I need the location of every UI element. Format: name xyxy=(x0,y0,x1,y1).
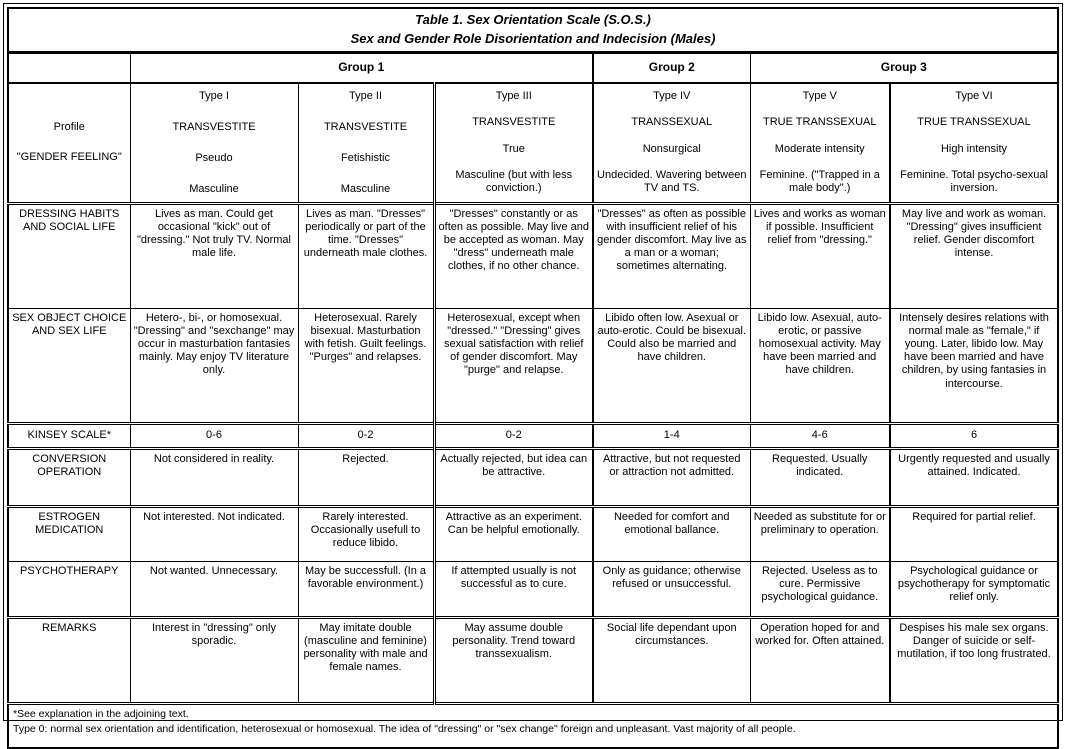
dressing-type2-cell: Lives as man. "Dresses" periodically or part of the time. "Dresses" underneath male clothes. xyxy=(298,203,434,308)
type5-name: TRUE TRANSSEXUAL xyxy=(763,116,877,129)
kinsey-type4-cell: 1-4 xyxy=(593,423,750,448)
dressing-habits-row xyxy=(8,203,1058,308)
kinsey-type6-cell: 6 xyxy=(890,423,1058,448)
profile-label-line1: Profile xyxy=(53,121,85,133)
type4-subtype: Nonsurgical xyxy=(642,142,701,155)
conversion-type5-cell: Requested. Usually indicated. xyxy=(750,448,890,506)
type3-name: TRANSVESTITE xyxy=(472,116,556,129)
kinsey-type2-cell: 0-2 xyxy=(298,423,434,448)
type4-label: Type IV xyxy=(653,89,691,102)
page-frame xyxy=(3,3,1063,736)
type4-feeling: Undecided. Wavering between TV and TS. xyxy=(597,169,747,195)
psychotherapy-row xyxy=(8,561,1058,617)
table-title-line1: Table 1. Sex Orientation Scale (S.O.S.) xyxy=(415,12,651,27)
conversion-type6-cell: Urgently requested and usually attained. Indicated. xyxy=(890,448,1058,506)
estrogen-type2-cell: Rarely interested. Occasionally usefull to reduce libido. xyxy=(298,506,434,561)
footnotes-row xyxy=(8,703,1058,748)
remarks-type4-cell: Social life dependant upon circumstances. xyxy=(593,617,750,703)
type3-label: Type III xyxy=(495,89,532,102)
group2-header: Group 2 xyxy=(593,52,750,83)
conversion-type4-cell: Attractive, but not requested or attraction not admitted. xyxy=(593,448,750,506)
kinsey-type5-cell: 4-6 xyxy=(750,423,890,448)
remarks-type6-cell: Despises his male sex organs. Danger of suicide or self-mutilation, if too long frustrated. xyxy=(890,617,1058,703)
type2-label: Type II xyxy=(348,89,383,102)
psycho-type2-cell: May be successfull. (In a favorable environment.) xyxy=(298,561,434,617)
row-label-psychotherapy: PSYCHOTHERAPY xyxy=(8,561,130,617)
type2-profile-cell xyxy=(298,83,434,204)
type1-name: TRANSVESTITE xyxy=(172,120,256,133)
type5-label: Type V xyxy=(802,89,837,102)
psycho-type6-cell: Psychological guidance or psychotherapy for symptomatic relief only. xyxy=(890,561,1058,617)
type4-profile-cell xyxy=(593,83,750,204)
profile-row-label xyxy=(8,83,130,204)
psycho-type4-cell: Only as guidance; otherwise refused or unsuccessful. xyxy=(593,561,750,617)
sexobj-type1-cell: Hetero-, bi-, or homosexual. "Dressing" and "sexchange" may occur in masturbation fantasies mainly. May enjoy TV literature only. xyxy=(130,308,298,423)
type4-name: TRANSSEXUAL xyxy=(631,116,713,129)
group3-header: Group 3 xyxy=(750,52,1058,83)
type5-feeling: Feminine. ("Trapped in a male body".) xyxy=(759,169,880,195)
dressing-type1-cell: Lives as man. Could get occasional "kick" out of "dressing." Not truly TV. Normal male life. xyxy=(130,203,298,308)
dressing-type6-cell: May live and work as woman. "Dressing" gives insufficient relief. Gender discomfort intense. xyxy=(890,203,1058,308)
dressing-type5-cell: Lives and works as woman if possible. Insufficient relief from "dressing." xyxy=(750,203,890,308)
remarks-row xyxy=(8,617,1058,703)
type2-feeling: Masculine xyxy=(340,182,391,195)
remarks-type5-cell: Operation hoped for and worked for. Often attained. xyxy=(750,617,890,703)
type6-feeling: Feminine. Total psycho-sexual inversion. xyxy=(900,169,1048,195)
group1-header: Group 1 xyxy=(130,52,593,83)
estrogen-type1-cell: Not interested. Not indicated. xyxy=(130,506,298,561)
type3-profile-cell xyxy=(434,83,593,204)
estrogen-type6-cell: Required for partial relief. xyxy=(890,506,1058,561)
type6-subtype: High intensity xyxy=(940,142,1008,155)
estrogen-type5-cell: Needed as substitute for or preliminary to operation. xyxy=(750,506,890,561)
row-label-conversion-operation: CONVERSION OPERATION xyxy=(8,448,130,506)
remarks-type1-cell: Interest in "dressing" only sporadic. xyxy=(130,617,298,703)
footnotes-cell xyxy=(8,703,1058,748)
sexobj-type3-cell: Heterosexual, except when "dressed." "Dressing" gives sexual satisfaction with relief of gender discomfort. May "purge" and relapse. xyxy=(434,308,593,423)
table-title xyxy=(8,8,1058,52)
estrogen-type4-cell: Needed for comfort and emotional ballance. xyxy=(593,506,750,561)
kinsey-type1-cell: 0-6 xyxy=(130,423,298,448)
remarks-type2-cell: May imitate double (masculine and feminine) personality with male and female names. xyxy=(298,617,434,703)
row-label-kinsey-scale: KINSEY SCALE* xyxy=(8,423,130,448)
type6-label: Type VI xyxy=(955,89,993,102)
footnote-asterisk: *See explanation in the adjoining text. xyxy=(13,707,189,720)
corner-cell xyxy=(8,52,130,83)
psycho-type3-cell: If attempted usually is not successful as to cure. xyxy=(434,561,593,617)
kinsey-type3-cell: 0-2 xyxy=(434,423,593,448)
conversion-type3-cell: Actually rejected, but idea can be attractive. xyxy=(434,448,593,506)
sexobj-type5-cell: Libido low. Asexual, auto-erotic, or passive homosexual activity. May have been married and have children. xyxy=(750,308,890,423)
footnote-type0: Type 0: normal sex orientation and identification, heterosexual or homosexual. The idea of "dressing" or "sex change" foreign and unpleasant. Vast majority of all people. xyxy=(13,723,796,736)
remarks-type3-cell: May assume double personality. Trend toward transsexualism. xyxy=(434,617,593,703)
psycho-type5-cell: Rejected. Useless as to cure. Permissive psychological guidance. xyxy=(750,561,890,617)
estrogen-medication-row xyxy=(8,506,1058,561)
psycho-type1-cell: Not wanted. Unnecessary. xyxy=(130,561,298,617)
dressing-type3-cell: "Dresses" constantly or as often as possible. May live and be accepted as woman. May "dress" underneath male clothes, if no other chance. xyxy=(434,203,593,308)
type1-feeling: Masculine xyxy=(189,182,239,195)
type3-feeling: Masculine (but with less conviction.) xyxy=(455,169,573,195)
row-label-estrogen-medication: ESTROGEN MEDICATION xyxy=(8,506,130,561)
kinsey-scale-row xyxy=(8,423,1058,448)
row-label-sex-object: SEX OBJECT CHOICE AND SEX LIFE xyxy=(8,308,130,423)
sexobj-type6-cell: Intensely desires relations with normal male as "female," if young. Later, libido low. May have been married and have children, by using fantasies in intercourse. xyxy=(890,308,1058,423)
type6-name: TRUE TRANSSEXUAL xyxy=(917,116,1031,129)
sex-orientation-scale-table xyxy=(7,7,1059,749)
type1-profile-cell xyxy=(130,83,298,204)
type5-subtype: Moderate intensity xyxy=(774,142,865,155)
profile-label-line2: "GENDER FEELING" xyxy=(16,151,122,164)
group-header-row xyxy=(8,52,1058,83)
type1-label: Type I xyxy=(199,89,229,102)
type5-profile-cell xyxy=(750,83,890,204)
conversion-operation-row xyxy=(8,448,1058,506)
row-label-dressing-habits: DRESSING HABITS AND SOCIAL LIFE xyxy=(8,203,130,308)
type1-subtype: Pseudo xyxy=(195,151,233,164)
row-label-remarks: REMARKS xyxy=(8,617,130,703)
type3-subtype: True xyxy=(502,142,525,155)
sexobj-type2-cell: Heterosexual. Rarely bisexual. Masturbation with fetish. Guilt feelings. "Purges" and relapses. xyxy=(298,308,434,423)
estrogen-type3-cell: Attractive as an experiment. Can be helpful emotionally. xyxy=(434,506,593,561)
profile-row xyxy=(8,83,1058,204)
type2-subtype: Fetishistic xyxy=(341,151,390,164)
sexobj-type4-cell: Libido often low. Asexual or auto-erotic. Could be bisexual. Could also be married and have children. xyxy=(593,308,750,423)
type2-name: TRANSVESTITE xyxy=(323,120,408,133)
conversion-type2-cell: Rejected. xyxy=(298,448,434,506)
dressing-type4-cell: "Dresses" as often as possible with insufficient relief of his gender discomfort. May live as a man or a woman; sometimes alternating. xyxy=(593,203,750,308)
table-title-row xyxy=(8,8,1058,52)
sex-object-row xyxy=(8,308,1058,423)
table-title-line2: Sex and Gender Role Disorientation and Indecision (Males) xyxy=(350,30,716,46)
conversion-type1-cell: Not considered in reality. xyxy=(130,448,298,506)
type6-profile-cell xyxy=(890,83,1058,204)
